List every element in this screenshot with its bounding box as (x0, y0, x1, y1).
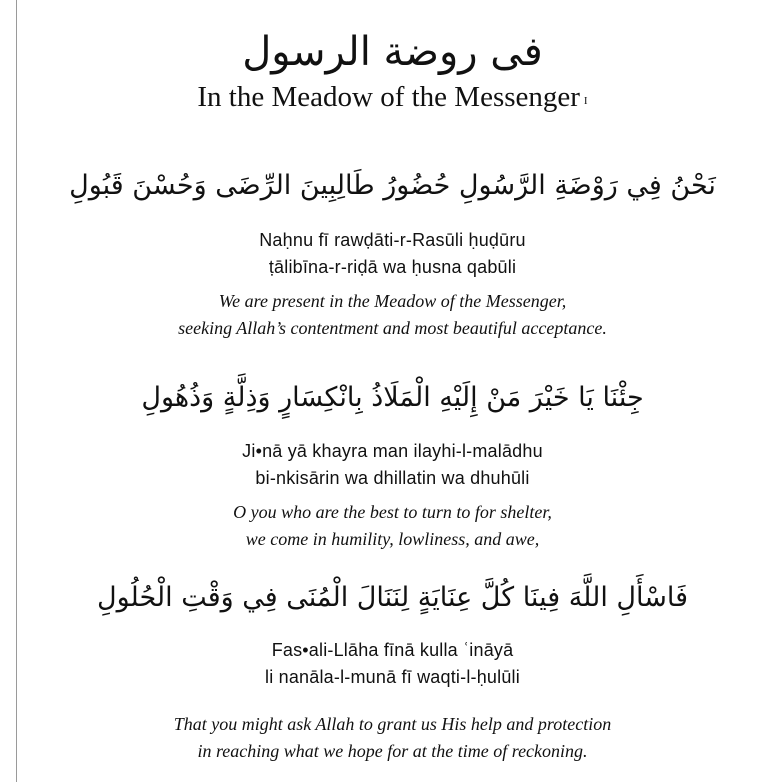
verse-1-translation-line-1: We are present in the Meadow of the Messenger, (218, 291, 567, 311)
page (17, 0, 768, 782)
verse-2-arabic: جِئْنَا يَا خَيْرَ مَنْ إِلَيْهِ الْمَلَاذُ بِانْكِسَارٍ وَذِلَّةٍ وَذُهُولِ (141, 382, 644, 413)
verse-3-translation-line-2: in reaching what we hope for at the time of reckoning. (197, 741, 588, 761)
verse-3-arabic: فَاسْأَلِ اللَّهَ فِينَا كُلَّ عِنَايَةٍ لِنَنَالَ الْمُنَى فِي وَقْتِ الْحُلُولِ (96, 582, 689, 613)
verse-2-translation-line-1: O you who are the best to turn to for shelter, (233, 502, 552, 522)
footnote-mark: I (583, 95, 588, 107)
verse-2-transliteration-line-2: bi-nkisārin wa dhillatin wa dhuhūli (255, 468, 530, 488)
english-title (17, 79, 768, 115)
verse-1-transliteration-line-2: ṭālibīna-r-riḍā wa ḥusna qabūli (268, 257, 517, 277)
verse-2-translation-line-2: we come in humility, lowliness, and awe, (245, 529, 540, 549)
verse-1-arabic: نَحْنُ فِي رَوْضَةِ الرَّسُولِ حُضُورُ طَالِبِينَ الرِّضَى وَحُسْنَ قَبُولِ (69, 170, 716, 201)
verse-2-transliteration-line-1: Ji•nā yā khayra man ilayhi-l-malādhu (242, 441, 543, 461)
verse-1-transliteration-line-1: Naḥnu fī rawḍāti-r-Rasūli ḥuḍūru (259, 230, 526, 250)
verse-3-transliteration-line-1: Fas•ali-Llāha fīnā kulla ʿināyā (271, 640, 514, 660)
verse-3-translation-line-1: That you might ask Allah to grant us His help and protection (173, 714, 612, 734)
verse-1-translation-line-2: seeking Allah’s contentment and most beautiful acceptance. (178, 318, 607, 338)
arabic-title: فى روضة الرسول (242, 29, 543, 75)
english-title-text: In the Meadow of the Messenger (197, 81, 580, 113)
verse-3-transliteration-line-2: li nanāla-l-munā fī waqti-l-ḥulūli (265, 667, 520, 687)
